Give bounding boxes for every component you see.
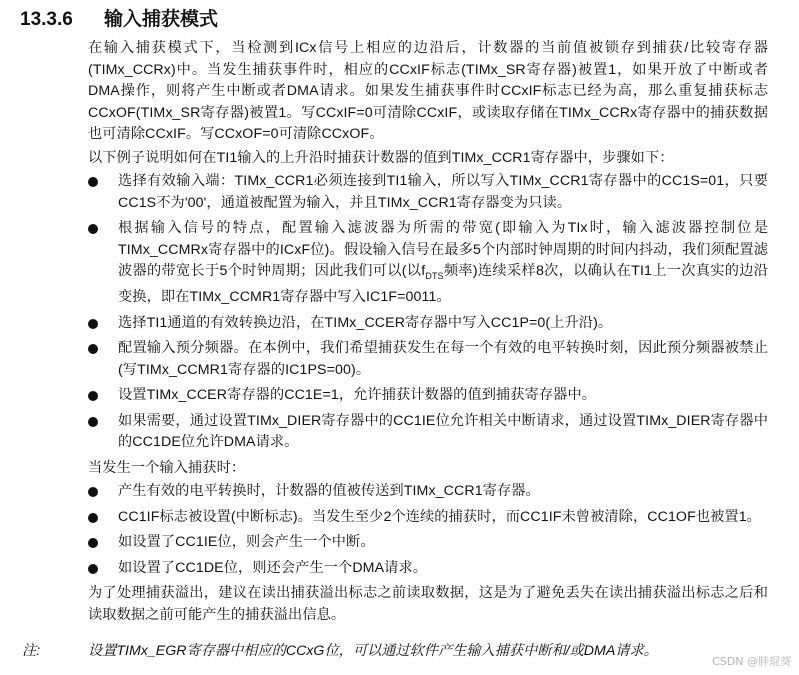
list-item — [88, 481, 768, 503]
note — [22, 641, 762, 663]
section-number: 13.3.6 — [20, 9, 73, 30]
step-text-after: 频率)连续采样8次，以确认在TI1上一次真实的边沿变换，即在TIMx_CCMR1寄存器中写入IC1F=0011。 — [118, 263, 768, 306]
overflow-paragraph: 为了处理捕获溢出，建议在读出捕获溢出标志之前读取数据，这是为了避免丢失在读出捕获溢出标志之后和读取数据之前可能产生的捕获溢出信息。 — [88, 585, 768, 623]
bullet-icon — [88, 224, 98, 234]
event-text: 如设置了CC1IE位，则会产生一个中断。 — [118, 534, 375, 551]
bullet-icon — [88, 319, 98, 329]
bullet-icon — [88, 344, 98, 354]
example-intro: 以下例子说明如何在TI1输入的上升沿时捕获计数器的值到TIMx_CCR1寄存器中，步骤如下： — [88, 149, 674, 166]
event-text: 如设置了CC1DE位，则还会产生一个DMA请求。 — [118, 559, 428, 576]
step-text-before: 根据输入信号的特点，配置输入滤波器为所需的带宽(即输入为TIx时，输入滤波器控制位是TIMx_CCMRx寄存器中的ICxF位)。假设输入信号在最多5个内部时钟周期的时间内抖动，我们须配置滤波器的带宽长于5个时钟周期；因此我们可以(以f — [118, 220, 768, 279]
list-item — [88, 171, 768, 214]
watermark: CSDN @胖琨葵 — [712, 655, 791, 668]
section-heading — [20, 4, 218, 32]
bullet-icon — [88, 487, 98, 497]
bullet-icon — [88, 538, 98, 548]
list-item — [88, 507, 768, 529]
step-text: 选择有效输入端：TIMx_CCR1必须连接到TI1输入，所以写入TIMx_CCR1寄存器中的CC1S=01，只要CC1S不为'00'，通道被配置为输入，并且TIMx_CCR1寄存器变为只读。 — [118, 173, 768, 211]
section-title: 输入捕获模式 — [104, 8, 219, 30]
list-item — [88, 313, 768, 335]
bullet-icon — [88, 177, 98, 187]
list-item — [88, 411, 768, 454]
bullet-icon — [88, 417, 98, 427]
list-item — [88, 218, 768, 309]
bullet-icon — [88, 391, 98, 401]
list-item — [88, 532, 768, 554]
list-item — [88, 338, 768, 381]
bullet-icon — [88, 564, 98, 574]
step-text: 设置TIMx_CCER寄存器的CC1E=1，允许捕获计数器的值到捕获寄存器中。 — [118, 387, 597, 404]
bullet-icon — [88, 513, 98, 523]
note-text: 设置TIMx_EGR寄存器中相应的CCxG位，可以通过软件产生输入捕获中断和/或DMA请求。 — [88, 643, 658, 659]
step-text: 配置输入预分频器。在本例中，我们希望捕获发生在每一个有效的电平转换时刻，因此预分频器被禁止(写TIMx_CCMR1寄存器的IC1PS=00)。 — [118, 340, 768, 378]
event-text: 产生有效的电平转换时，计数器的值被传送到TIMx_CCR1寄存器。 — [118, 483, 540, 500]
body-content — [88, 38, 768, 626]
list-item — [88, 558, 768, 580]
steps-list — [88, 171, 768, 454]
step-text: 选择TI1通道的有效转换边沿，在TIMx_CCER寄存器中写入CC1P=0(上升沿)。 — [118, 314, 613, 331]
intro-paragraph: 在输入捕获模式下，当检测到ICx信号上相应的边沿后，计数器的当前值被锁存到捕获/比较寄存器(TIMx_CCRx)中。当发生捕获事件时，相应的CCxIF标志(TIMx_SR寄存器)被置1，如果开放了中断或者DMA操作，则将产生中断或者DMA请求。如果发生捕获事件时CCxIF标志已经为高，那么重复捕获标志CCxOF(TIMx_SR寄存器)被置1。写CCxIF=0可清除CCxIF，或读取存储在TIMx_CCRx寄存器中的捕获数据也可清除CCxIF。写CCxOF=0可清除CCxOF。 — [88, 40, 768, 142]
capture-intro: 当发生一个输入捕获时： — [88, 459, 246, 476]
step-text: 如果需要，通过设置TIMx_DIER寄存器中的CC1IE位允许相关中断请求，通过设置TIMx_DIER寄存器中的CC1DE位允许DMA请求。 — [118, 412, 768, 451]
list-item — [88, 385, 768, 407]
note-label: 注: — [22, 643, 41, 659]
step-subscript: DTS — [425, 270, 444, 281]
event-text: CC1IF标志被设置(中断标志)。当发生至少2个连续的捕获时，而CC1IF未曾被清除，CC1OF也被置1。 — [118, 508, 761, 525]
capture-events-list — [88, 481, 768, 579]
